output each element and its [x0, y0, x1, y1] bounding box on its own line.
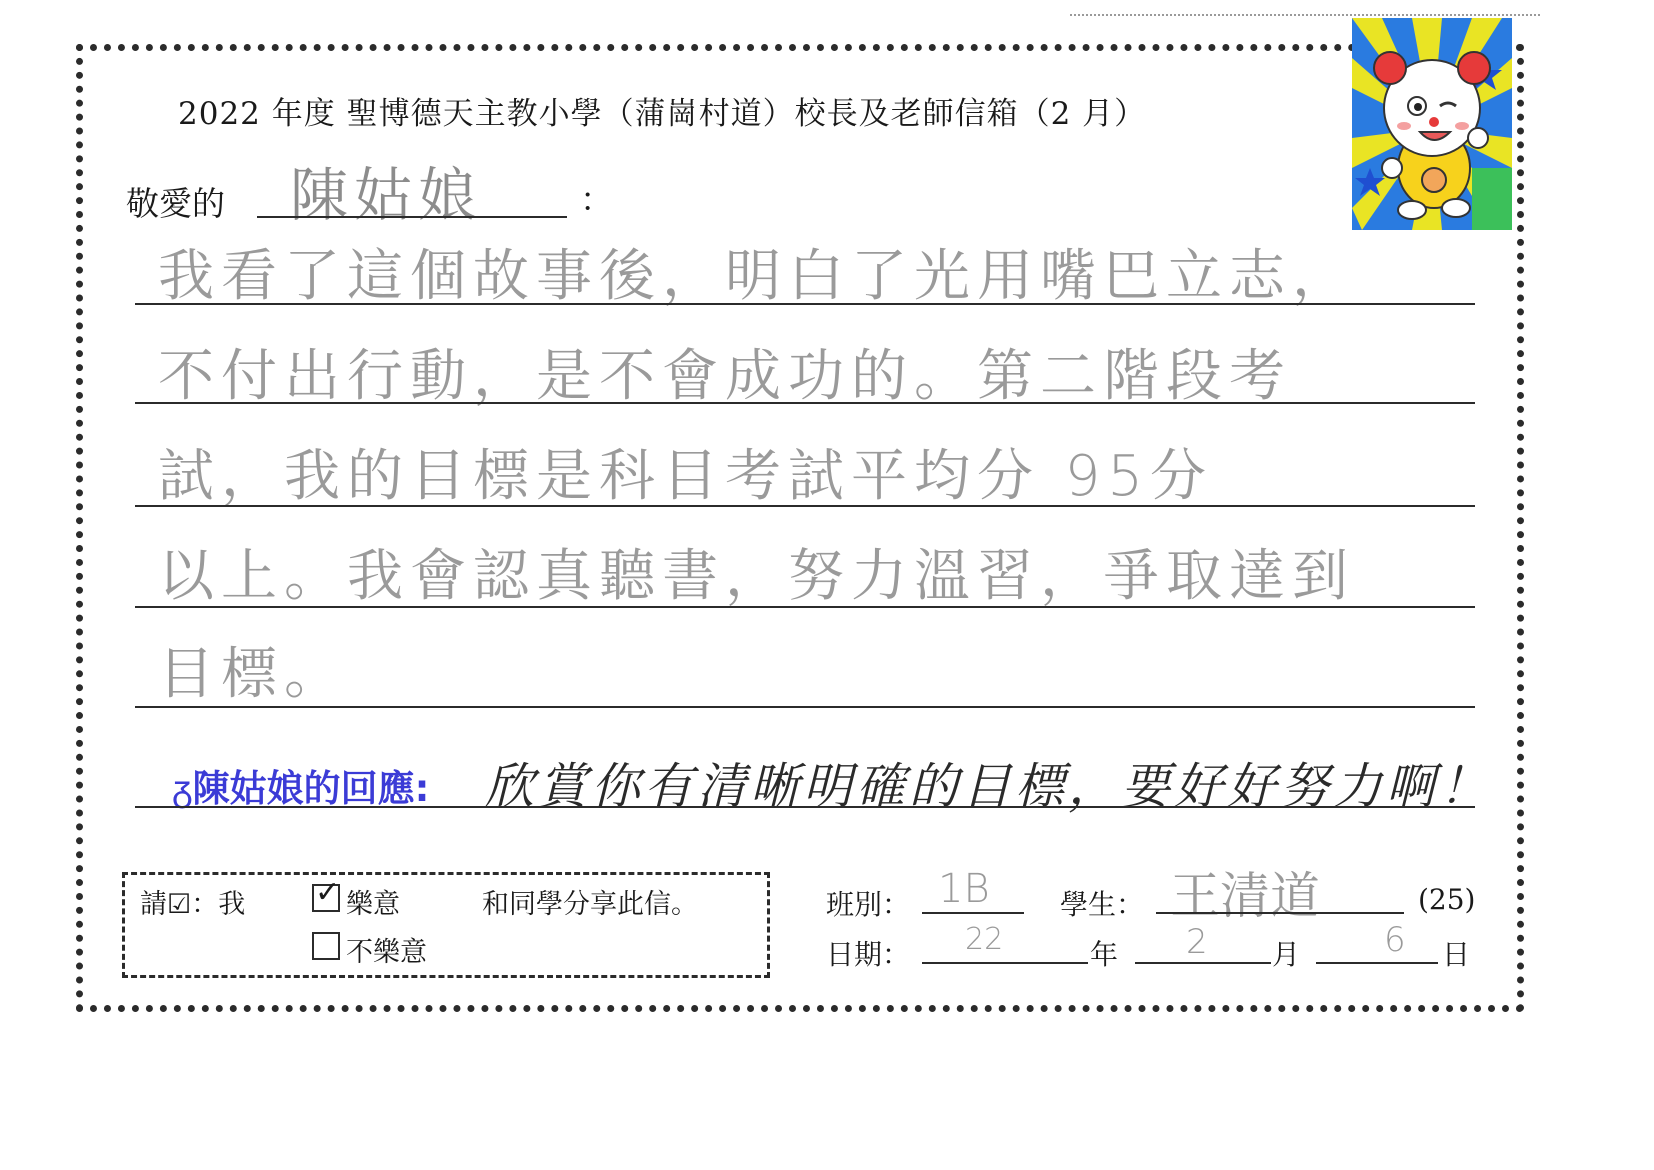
day-unit: 日 — [1442, 938, 1471, 971]
date-year-value: 22 — [965, 922, 1004, 957]
student-number: (25) — [1418, 883, 1476, 916]
recipient-name: 陳姑娘 — [290, 161, 483, 229]
ruled-line — [135, 505, 1475, 507]
body-line: 以上。我會認真聽書，努力溫習，爭取達到 — [158, 544, 1355, 609]
ruled-line — [135, 806, 1475, 808]
salutation-colon: ： — [580, 180, 613, 219]
disagree-label: 不樂意 — [346, 937, 427, 968]
class-label: 班別： — [826, 888, 911, 921]
ruled-line — [135, 402, 1475, 404]
disagree-checkbox[interactable] — [312, 932, 340, 960]
date-day-value: 6 — [1384, 920, 1406, 960]
body-line: 不付出行動，是不會成功的。第二階段考 — [158, 344, 1292, 409]
year-underline — [922, 962, 1088, 964]
dorami-cartoon-icon — [1352, 18, 1512, 230]
ruled-line — [135, 706, 1475, 708]
date-label: 日期： — [826, 938, 911, 971]
share-prefix: 請☑：我 — [140, 889, 246, 920]
date-month-value: 2 — [1186, 922, 1208, 962]
ruled-line — [135, 606, 1475, 608]
reply-label: ᵹ陳姑娘的回應: — [172, 767, 430, 810]
check-mark-icon: ✓ — [315, 875, 341, 910]
stamp-mark-icon: ᵹ — [172, 767, 193, 810]
share-suffix: 和同學分享此信。 — [482, 889, 698, 920]
recipient-underline — [257, 216, 567, 218]
agree-label: 樂意 — [346, 889, 400, 920]
class-underline — [922, 912, 1024, 914]
year-unit: 年 — [1090, 938, 1119, 971]
month-unit: 月 — [1272, 938, 1301, 971]
letter-title: 2022 年度 聖博德天主教小學（蒲崗村道）校長及老師信箱（2 月） — [178, 96, 1147, 132]
student-underline — [1156, 912, 1404, 914]
body-line: 目標。 — [158, 642, 347, 707]
reply-text: 欣賞你有清晰明確的目標，要好好努力啊！ — [485, 758, 1493, 815]
ruled-line — [135, 303, 1475, 305]
month-underline — [1135, 962, 1271, 964]
salutation: 敬愛的 — [126, 184, 225, 223]
class-value: 1B — [938, 866, 990, 912]
scan-edge-line — [1070, 14, 1540, 16]
day-underline — [1316, 962, 1438, 964]
agree-checkbox[interactable] — [312, 875, 341, 912]
student-label: 學生： — [1060, 888, 1145, 921]
body-line: 試，我的目標是科目考試平均分 95分 — [158, 444, 1214, 509]
student-name: 王清道 — [1170, 867, 1320, 925]
body-line: 我看了這個故事後，明白了光用嘴巴立志， — [158, 244, 1355, 309]
